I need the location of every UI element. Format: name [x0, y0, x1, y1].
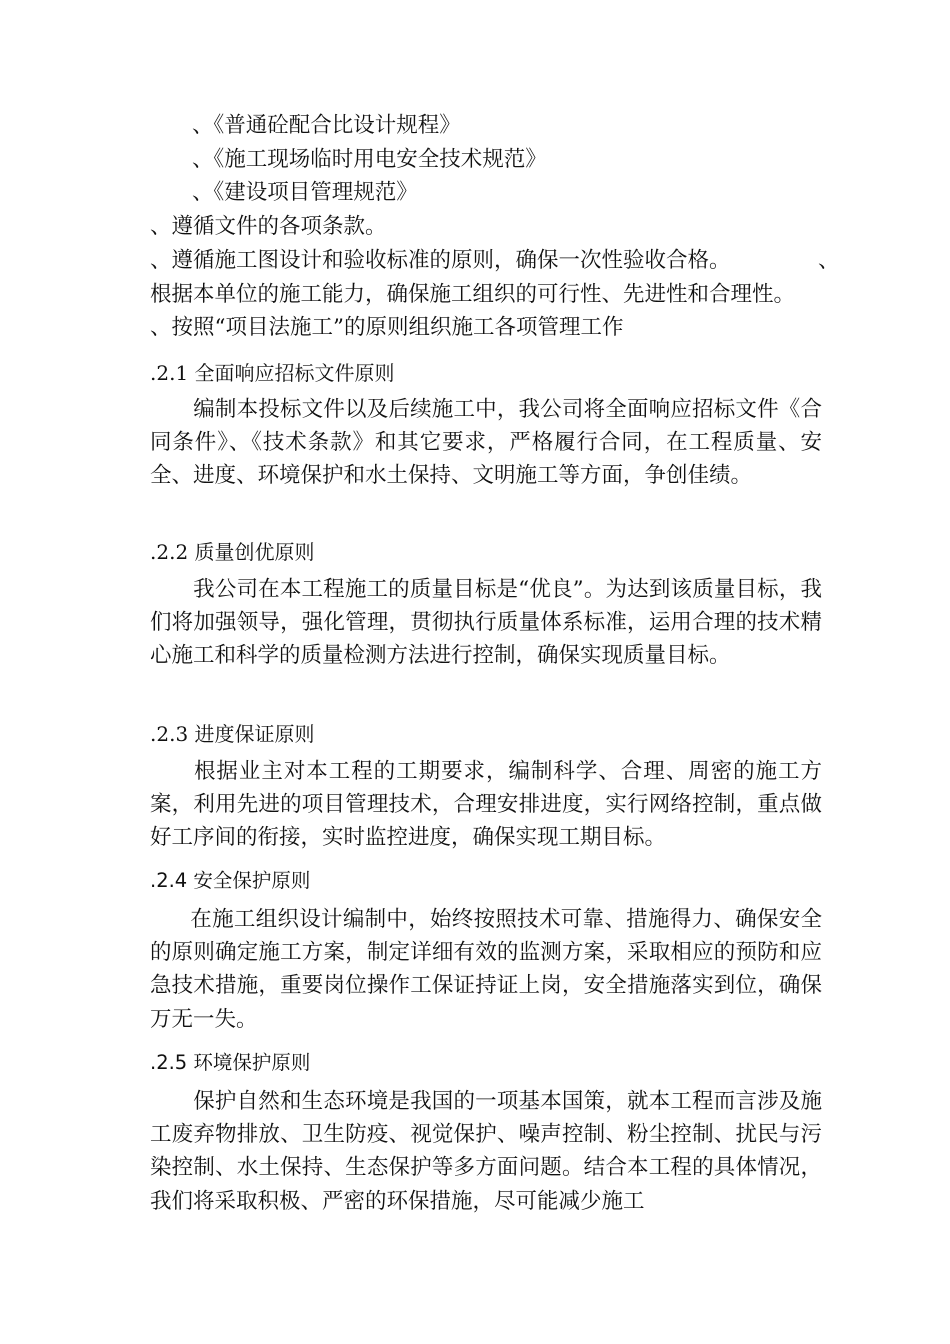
section-body-text: 保护自然和生态环境是我国的一项基本国策，就本工程而言涉及施工废弃物排放、卫生防疫、视觉保护、噪声控制、粉尘控制、扰民与污染控制、水土保持、生态保护等多方面问题。结合本工程的具体情况，我们将采取积极、严密的环保措施，尽可能减少施工: [150, 1089, 822, 1214]
principle-item: 、遵循施工图设计和验收标准的原则，确保一次性验收合格。: [150, 248, 731, 273]
section-body-text: 根据业主对本工程的工期要求，编制科学、合理、周密的施工方案，利用先进的项目管理技术，合理安排进度，实行网络控制，重点做好工序间的衔接，实时监控进度，确保实现工期目标。: [150, 759, 822, 851]
section-heading: .2.5 环境保护原则: [150, 1051, 311, 1074]
principle-item: 根据本单位的施工能力，确保施工组织的可行性、先进性和合理性。: [150, 282, 796, 307]
section-body: [150, 903, 822, 1036]
section-body-text: 我公司在本工程施工的质量目标是“优良”。为达到该质量目标，我们将加强领导，强化管理，贯彻执行质量体系标准，运用合理的技术精心施工和科学的质量检测方法进行控制，确保实现质量目标。: [150, 577, 822, 669]
section-body-text: 在施工组织设计编制中，始终按照技术可靠、措施得力、确保安全的原则确定施工方案，制定详细有效的监测方案，采取相应的预防和应急技术措施，重要岗位操作工保证持证上岗，安全措施落实到位，确保万无一失。: [150, 907, 822, 1032]
principle-item: 、按照“项目法施工”的原则组织施工各项管理工作: [150, 315, 624, 340]
section-body: [150, 755, 822, 855]
section-body: [150, 393, 822, 493]
reference-item: 、《普通砼配合比设计规程》: [192, 113, 461, 138]
reference-item: 、《施工现场临时用电安全技术规范》: [192, 147, 547, 172]
section-heading: .2.4 安全保护原则: [150, 869, 311, 892]
section-heading: .2.2 质量创优原则: [150, 540, 315, 564]
principle-item: 、遵循文件的各项条款。: [150, 214, 387, 239]
section-body: [150, 1085, 822, 1218]
reference-item: 、《建设项目管理规范》: [192, 180, 418, 205]
section-body-text: 编制本投标文件以及后续施工中，我公司将全面响应招标文件《合同条件》、《技术条款》和其它要求，严格履行合同，在工程质量、安全、进度、环境保护和水土保持、文明施工等方面，争创佳绩。: [150, 397, 822, 489]
section-heading: .2.3 进度保证原则: [150, 722, 315, 746]
principle-item-tail: 、: [818, 248, 840, 273]
section-heading: .2.1 全面响应招标文件原则: [150, 361, 395, 385]
section-body: [150, 573, 822, 673]
